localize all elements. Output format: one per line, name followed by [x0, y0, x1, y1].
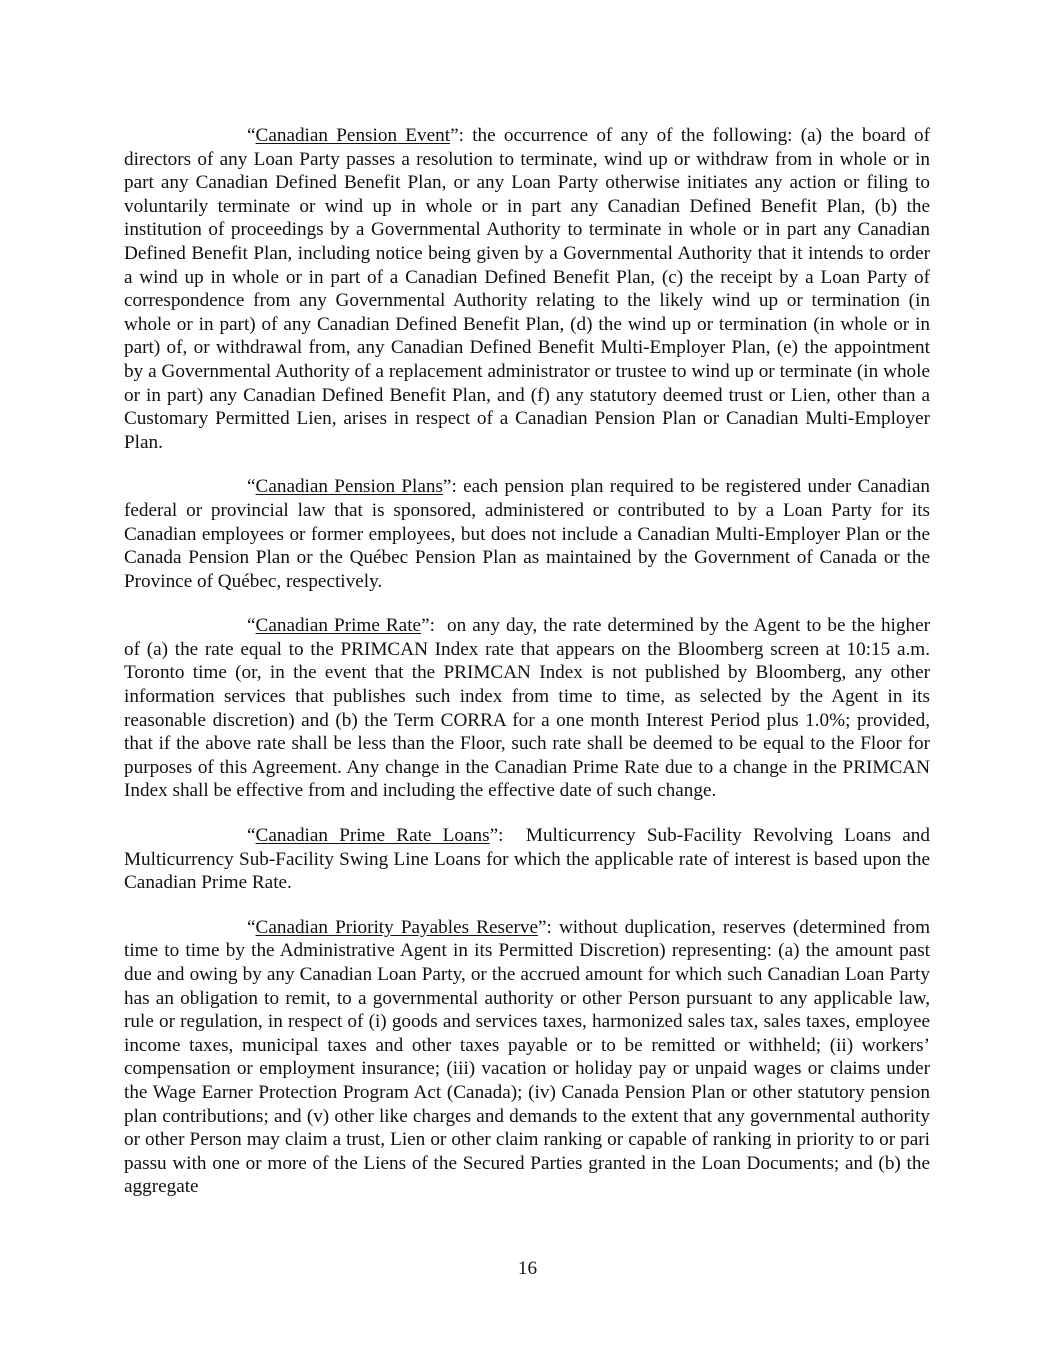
- term-close: ”:: [450, 125, 473, 146]
- open-quote: “: [247, 615, 256, 637]
- definition-canadian-pension-event: [124, 124, 930, 454]
- defined-term: Canadian Prime Rate: [255, 615, 422, 637]
- open-quote: “: [247, 476, 256, 498]
- defined-term: Canadian Pension Plans: [255, 476, 443, 498]
- definition-body: Multicurrency Sub-Facility Revolving Loans and Multicurrency Sub-Facility Swing Line Loans for which the applicable rate of interest is based upon the Canadian Prime Rate.: [124, 825, 930, 894]
- definition-body: each pension plan required to be registered under Canadian federal or provincial law that is sponsored, administered or contributed to by a Loan Party for its Canadian employees or former employees, but does not include a Canadian Multi-Employer Plan or the Canada Pension Plan or the Québec Pension Plan as maintained by the Government of Canada or the Province of Québec, respectively.: [124, 476, 930, 592]
- open-quote: “: [247, 825, 256, 847]
- definition-canadian-prime-rate: [124, 614, 930, 803]
- term-close: ”:: [489, 825, 526, 847]
- definition-body: on any day, the rate determined by the Agent to be the higher of (a) the rate equal to the PRIMCAN Index rate that appears on the Bloomberg screen at 10:15 a.m. Toronto time (or, in the event that the PRIMCAN Index is not published by Bloomberg, any other information services that publishes such index from time to time, as selected by the Agent in its reasonable discretion) and (b) the Term CORRA for a one month Interest Period plus 1.0%; provided, that if the above rate shall be less than the Floor, such rate shall be deemed to be equal to the Floor for purposes of this Agreement. Any change in the Canadian Prime Rate due to a change in the PRIMCAN Index shall be effective from and including the effective date of such change.: [124, 615, 930, 802]
- term-close: ”:: [442, 476, 464, 498]
- definition-canadian-prime-rate-loans: [124, 824, 930, 895]
- term-close: ”:: [421, 615, 447, 637]
- definition-body: the occurrence of any of the following: (a) the board of directors of any Loan Party passes a resolution to terminate, wind up or withdraw from in whole or in part any Canadian Defined Benefit Plan, or any Loan Party otherwise initiates any action or filing to voluntarily terminate or wind up in whole or in part any Canadian Defined Benefit Plan, (b) the institution of proceedings by a Governmental Authority to terminate in whole or in part any Canadian Defined Benefit Plan, including notice being given by a Governmental Authority that it intends to order a wind up in whole or in part of a Canadian Defined Benefit Plan, (c) the receipt by a Loan Party of correspondence from any Governmental Authority relating to the likely wind up or termination (in whole or in part) of any Canadian Defined Benefit Plan, (d) the wind up or termination (in whole or in part) of, or withdrawal from, any Canadian Defined Benefit Multi-Employer Plan, (e) the appointment by a Governmental Authority of a replacement administrator or trustee to wind up or terminate (in whole or in part) any Canadian Defined Benefit Plan, and (f) any statutory deemed trust or Lien, other than a Customary Permitted Lien, arises in respect of a Canadian Pension Plan or Canadian Multi-Employer Plan.: [124, 125, 931, 453]
- defined-term: Canadian Prime Rate Loans: [255, 825, 490, 847]
- defined-term: Canadian Pension Event: [255, 125, 451, 146]
- document-page: [124, 124, 930, 1220]
- definition-body: without duplication, reserves (determined from time to time by the Administrative Agent in its Permitted Discretion) representing: (a) the amount past due and owing by any Canadian Loan Party, or the accrued amount for which such Canadian Loan Party has an obligation to remit, to a governmental authority or other Person pursuant to any applicable law, rule or regulation, in respect of (i) goods and services taxes, harmonized sales tax, sales taxes, employee income taxes, municipal taxes and other taxes payable or to be remitted or withheld; (ii) workers’ compensation or employment insurance; (iii) vacation or holiday pay or unpaid wages or claims under the Wage Earner Protection Program Act (Canada); (iv) Canada Pension Plan or other statutory pension plan contributions; and (v) other like charges and demands to the extent that any governmental authority or other Person may claim a trust, Lien or other claim ranking or capable of ranking in priority to or pari passu with one or more of the Liens of the Secured Parties granted in the Loan Documents; and (b) the aggregate: [124, 916, 930, 1198]
- page-number: 16: [517, 1258, 538, 1279]
- defined-term: Canadian Priority Payables Reserve: [255, 916, 538, 938]
- definition-canadian-priority-payables-reserve: [124, 916, 930, 1199]
- open-quote: “: [247, 916, 256, 938]
- term-close: ”:: [537, 916, 559, 938]
- open-quote: “: [247, 125, 256, 146]
- definition-canadian-pension-plans: [124, 475, 930, 593]
